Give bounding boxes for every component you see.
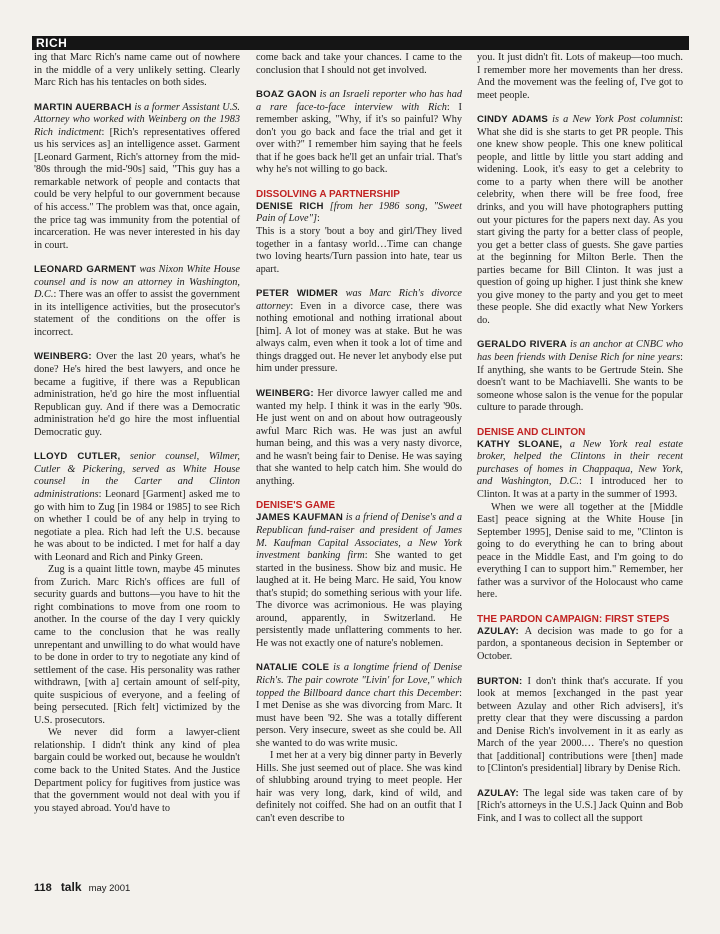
- paragraph: [34, 264, 240, 339]
- speaker-name: BURTON:: [477, 675, 523, 687]
- speaker-name: LLOYD CUTLER,: [34, 451, 121, 463]
- subhead: DISSOLVING A PARTNERSHIP: [256, 188, 400, 200]
- speaker-name: JAMES KAUFMAN: [256, 512, 343, 524]
- speaker-description: is a former Assistant U.S. Attorney who worked with Weinberg on the 1983 Rich indictment: [34, 101, 240, 138]
- subhead: DENISE'S GAME: [256, 500, 336, 512]
- paragraph: [477, 114, 683, 327]
- paragraph: [477, 788, 683, 826]
- paragraph: [256, 89, 462, 177]
- paragraph: I met her at a very big dinner party in Beverly Hills. She just seemed out of place. She was kind of shlubbing around trying to meet people. Her hair was very long, dark, kind of wild, and definitely not coiffed. She had on an outfit that I can't even describe to: [256, 750, 462, 824]
- quote-text: A decision was made to go for a pardon, a spontaneous decision in September or October.: [477, 625, 683, 662]
- speaker-name: BOAZ GAON: [256, 89, 317, 101]
- speaker-description: was Marc Rich's divorce attorney: [256, 288, 462, 312]
- speaker-name: WEINBERG:: [34, 351, 92, 363]
- quote-text: I don't think that's accurate. If you look at memos [exchanged in the past year between Azulay and other Rich advisers], it's pretty clear that they were discussing a pardon and Denise Rich's involvement in it as early as March of the year 2000.… There's no question that [additional] contributions were [then] made to [Clinton's presidential] library by Denise Rich.: [477, 675, 683, 775]
- speaker-description: is an Israeli reporter who has had a rare face-to-face interview with Rich: [256, 89, 462, 113]
- speaker-description: a New York real estate broker, helped the Clintons in their recent purchases of homes in Chappaqua, New York, and Washington, D.C.: [477, 438, 683, 488]
- page-number: 118: [34, 882, 52, 894]
- magazine-name: talk: [60, 880, 82, 894]
- quote-text: : She wanted to get started in the business. Show biz and music. He laughed at it. He being Marc. He said, You know that's stupid; do something serious with your life. The divorce was acrimonious. He was playing around, apparently, in Switzerland. He persistently made unflattering comments to her. He was not exactly one of nature's noblemen.: [256, 550, 462, 649]
- issue-date: may 2001: [88, 883, 131, 894]
- speaker-description: senior counsel, Wilmer, Cutler & Pickering, served as White House counsel in the Carter and Clinton administrations: [34, 451, 240, 500]
- speaker-name: KATHY SLOANE,: [477, 438, 563, 450]
- paragraph: [477, 339, 683, 414]
- paragraph: [477, 439, 683, 502]
- quote-text: The legal side was taken care of by [Rich's attorneys in the U.S.] Jack Quinn and Bob Fink, and I was to collect all the support: [477, 787, 683, 824]
- speaker-description: is a friend of Denise's and a Republican fund-raiser and president of James M. Kaufman Capital Associates, a New York investment banking firm: [256, 512, 463, 562]
- speaker-name: NATALIE COLE: [256, 662, 330, 674]
- section-label: RICH: [36, 36, 68, 50]
- speaker-name: AZULAY:: [477, 787, 519, 799]
- quote-text: : Even in a divorce case, there was nothing emotional and nothing irrational about [him]. A lot of money was at stake. But he was always calm, even when it took a lot of time and things dragged out. He never let anybody else put him under pressure.: [256, 300, 462, 375]
- paragraph: Zug is a quaint little town, maybe 45 minutes from Zurich. Marc Rich's offices are full of security guards and buttons—you have to hit the right combinations to move from one room to another. In the course of the day I very quickly came to the conclusion that he was really unrepentant and unwilling to do what would have to be done in order to try to negotiate any kind of settlement of the case. His personality was rather withdrawn, [with a] certain amount of self-pity, quite suspicious of everyone, and a feeling of being persecuted. [Rich felt] victimized by the U.S. prosecutors.: [34, 564, 240, 726]
- paragraph: ing that Marc Rich's name came out of nowhere in the middle of a very unlikely setting. Clearly Marc Rich has his tentacles on both sides.: [34, 52, 240, 89]
- speaker-name: WEINBERG:: [256, 388, 314, 400]
- speaker-description: is an anchor at CNBC who has been friends with Denise Rich for nine years: [477, 339, 684, 364]
- speaker-name: DENISE RICH: [256, 200, 324, 212]
- speaker-description: is a longtime friend of Denise Rich's. The pair cowrote "Livin' for Love," which topped the Billboard dance chart this December: [256, 662, 462, 699]
- quote-text: : [Rich's representatives offered us his services as] an intelligence asset. Garment [Leonard Garment, Rich's attorney from the mid-'80s through the mid-'90s] said, "This guy has a remarkable network of people and contacts that could be very helpful to our government because of his access." The problem was that, once again, the price tag was immunity from the potential of incarceration. He was never interested in his day in court.: [34, 126, 240, 251]
- page-footer: [34, 880, 130, 894]
- paragraph: When we were all together at the [Middle East] peace signing at the White House [in September 1995], Denise said to me, "Clinton is going to do everything he can to bring about peace in the Middle East, and I'm going to do everything I can to support him." Remember, her father was a survivor of the Holocaust who came here.: [477, 501, 683, 601]
- section-header-bar: [32, 36, 689, 50]
- paragraph: [256, 288, 462, 376]
- quote-text: : Leonard [Garment] asked me to go with him to Zug [in 1984 or 1985] to see Rich on whether I could be of any help in trying to negotiate a plea. Rich had left the U.S. because he was about to be indicted. I met for half a day with Leonard and Rich and Pinky Green.: [34, 488, 240, 563]
- paragraph: We never did form a lawyer-client relationship. I didn't think any kind of plea bargain could be worked out, because he wouldn't come back to the United States. And the Justice Department policy for fugitives from justice was that the government would not deal with you if you stayed abroad. You'd have to: [34, 727, 240, 814]
- paragraph: [256, 388, 462, 488]
- speaker-name: CINDY ADAMS: [477, 114, 548, 126]
- quote-text: :: [316, 213, 320, 225]
- speaker-description: was Nixon White House counsel and is now an attorney in Washington, D.C.: [34, 264, 240, 301]
- quote-text: : What she did is she starts to get PR people. This one knew show people. This one knew political people, and little by little you start adding and widening. Look, it's easy to get a celebrity to come to a party when there will be another celebrity, when there will be free food, free drinks, and you will have photographers putting out your pictures for the papers next day. As you start giving the party for a better class of people, you get a better class of guests. She gave parties at the beginning for Milton Berle. Then the parties became for Bill Clinton. It was just a question of going up higher. I just think she knew you give money to the party and you get to meet these people. She did exactly what New Yorkers do.: [477, 114, 683, 326]
- quote-text: : I introduced her to Clinton. It was at a party in the summer of 1993.: [477, 476, 684, 500]
- paragraph: [477, 676, 683, 776]
- quote-text: : I remember asking, "Why, if it's so painful? Why don't you go back and face the trial and get it over with?" I remember him saying that he feels that if he goes back he'll get an unfair trial. That's why he's not willing to go back.: [256, 101, 462, 176]
- quote-text: : If anything, she wants to be Gertrude Stein. She doesn't want to be Machiavelli. She wants to be someone whose salon is the venue for the popular culture to parade through.: [477, 352, 683, 414]
- speaker-name: PETER WIDMER: [256, 288, 339, 300]
- speaker-description: is a New York Post columnist: [552, 114, 681, 126]
- quote-text: Her divorce lawyer called me and wanted my help. I think it was in the early '90s. He just went on and on about how outrageously awful Marc Rich was. He was just an awful human being, and this was a very nasty divorce, and he wasn't being fair to Denise. He was saying that she wanted to help catch him. She would do anything.: [256, 388, 462, 487]
- paragraph: [256, 512, 462, 650]
- speaker-name: MARTIN AUERBACH: [34, 101, 132, 113]
- speaker-name: GERALDO RIVERA: [477, 339, 568, 351]
- paragraph: come back and take your chances. I came to the conclusion that I should not get involved.: [256, 52, 462, 76]
- paragraph: [477, 626, 683, 664]
- paragraph: [256, 201, 462, 276]
- speaker-name: AZULAY:: [477, 625, 519, 637]
- quote-text: Over the last 20 years, what's he done? He's hired the best lawyers, and once he became a fugitive, if there was a Republican administration, he'd go hire the most influential Republican guy. And if there was a Democratic administration he'd go hire the most influential Democratic guy.: [34, 351, 240, 438]
- lyrics-text: This is a story 'bout a boy and girl/They lived together in a fantasy world…Time can change two loving hearts/Turn passion into hate, tear us apart.: [256, 226, 462, 275]
- subhead: DENISE AND CLINTON: [477, 426, 586, 438]
- quote-text: : There was an offer to assist the government in its intelligence activities, but the prosecutor's statement of the conditions on the offer is incorrect.: [34, 289, 240, 338]
- paragraph: [34, 102, 240, 253]
- paragraph: [256, 662, 462, 750]
- paragraph: [34, 351, 240, 439]
- quote-text: : I met Denise as she was divorcing from Marc. It must have been '92. She was a totally different person. Very insecure, sweet as she could be. All she wanted to do was write music.: [256, 687, 462, 749]
- column-3: [477, 52, 683, 826]
- paragraph: you. It just didn't fit. Lots of makeup—too much. I remember more her movements than her dress. And the movement was the feeling of, I've got to meet people.: [477, 52, 683, 101]
- speaker-description: [from her 1986 song, "Sweet Pain of Love"]: [256, 200, 462, 225]
- column-2: [256, 52, 462, 826]
- subhead: THE PARDON CAMPAIGN: FIRST STEPS: [477, 613, 670, 625]
- column-1: [34, 52, 240, 815]
- paragraph: [34, 451, 240, 564]
- speaker-name: LEONARD GARMENT: [34, 264, 137, 276]
